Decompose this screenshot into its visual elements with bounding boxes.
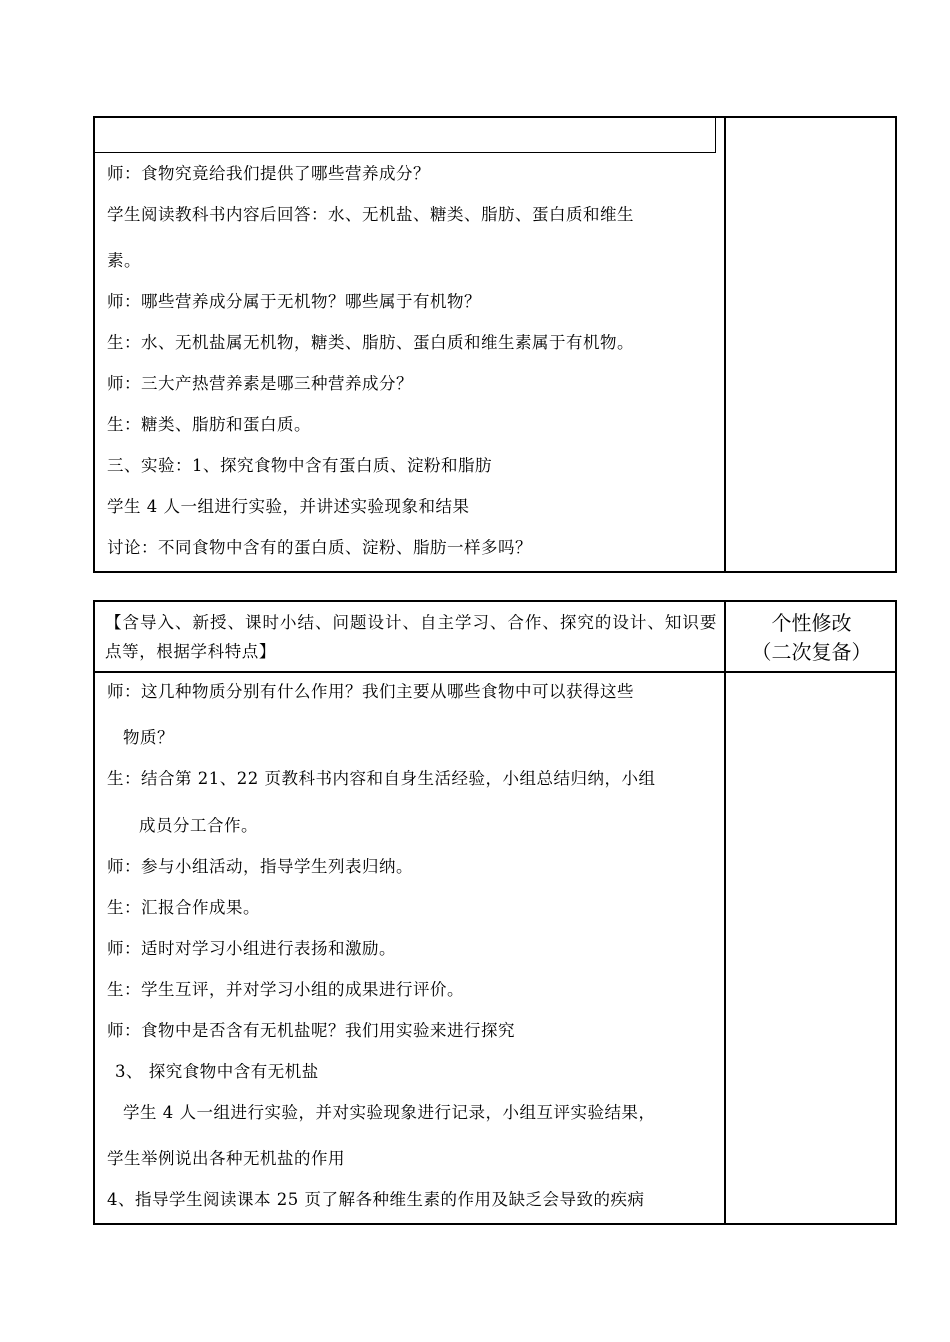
text-line: 三、实验：1、探究食物中含有蛋白质、淀粉和脂肪 xyxy=(107,456,492,475)
design-header: 【含导入、新授、课时小结、问题设计、自主学习、合作、探究的设计、知识要点等，根据学科特点】 xyxy=(105,613,717,661)
text-line: 学生阅读教科书内容后回答：水、无机盐、糖类、脂肪、蛋白质和维生 xyxy=(107,205,634,224)
text-line: 师：食物中是否含有无机盐呢？我们用实验来进行探究 xyxy=(107,1021,515,1040)
lesson-table-1 xyxy=(93,116,897,573)
text-line: 学生 4 人一组进行实验，并对实验现象进行记录，小组互评实验结果， xyxy=(123,1103,656,1122)
column-divider xyxy=(724,118,726,571)
text-line: 师：这几种物质分别有什么作用？我们主要从哪些食物中可以获得这些 xyxy=(107,682,634,701)
header-divider xyxy=(95,671,895,673)
text-line: 学生举例说出各种无机盐的作用 xyxy=(107,1149,345,1168)
text-line: 生：学生互评，并对学习小组的成果进行评价。 xyxy=(107,980,464,999)
side-subtitle: （二次复备） xyxy=(751,640,872,664)
text-line: 生：水、无机盐属无机物，糖类、脂肪、蛋白质和维生素属于有机物。 xyxy=(107,333,634,352)
text-line: 师：三大产热营养素是哪三种营养成分？ xyxy=(107,374,413,393)
text-line: 3、 探究食物中含有无机盐 xyxy=(115,1062,319,1081)
text-line: 师：参与小组活动，指导学生列表归纳。 xyxy=(107,857,413,876)
text-line: 生：结合第 21、22 页教科书内容和自身生活经验，小组总结归纳，小组 xyxy=(107,769,656,788)
lesson-table-2 xyxy=(93,600,897,1225)
text-line: 4、指导学生阅读课本 25 页了解各种维生素的作用及缺乏会导致的疾病 xyxy=(107,1190,645,1209)
text-line: 师：食物究竟给我们提供了哪些营养成分？ xyxy=(107,164,430,183)
text-line: 学生 4 人一组进行实验，并讲述实验现象和结果 xyxy=(107,497,470,516)
text-line: 讨论：不同食物中含有的蛋白质、淀粉、脂肪一样多吗？ xyxy=(107,538,532,557)
text-line: 生：汇报合作成果。 xyxy=(107,898,260,917)
text-line: 生：糖类、脂肪和蛋白质。 xyxy=(107,415,311,434)
text-line: 成员分工合作。 xyxy=(139,816,258,835)
text-line: 素。 xyxy=(107,251,141,270)
text-line: 物质？ xyxy=(123,728,174,747)
empty-cell xyxy=(95,118,716,153)
column-divider xyxy=(724,602,726,1223)
text-line: 师：哪些营养成分属于无机物？哪些属于有机物？ xyxy=(107,292,481,311)
text-line: 师：适时对学习小组进行表扬和激励。 xyxy=(107,939,396,958)
side-title: 个性修改 xyxy=(771,611,852,635)
